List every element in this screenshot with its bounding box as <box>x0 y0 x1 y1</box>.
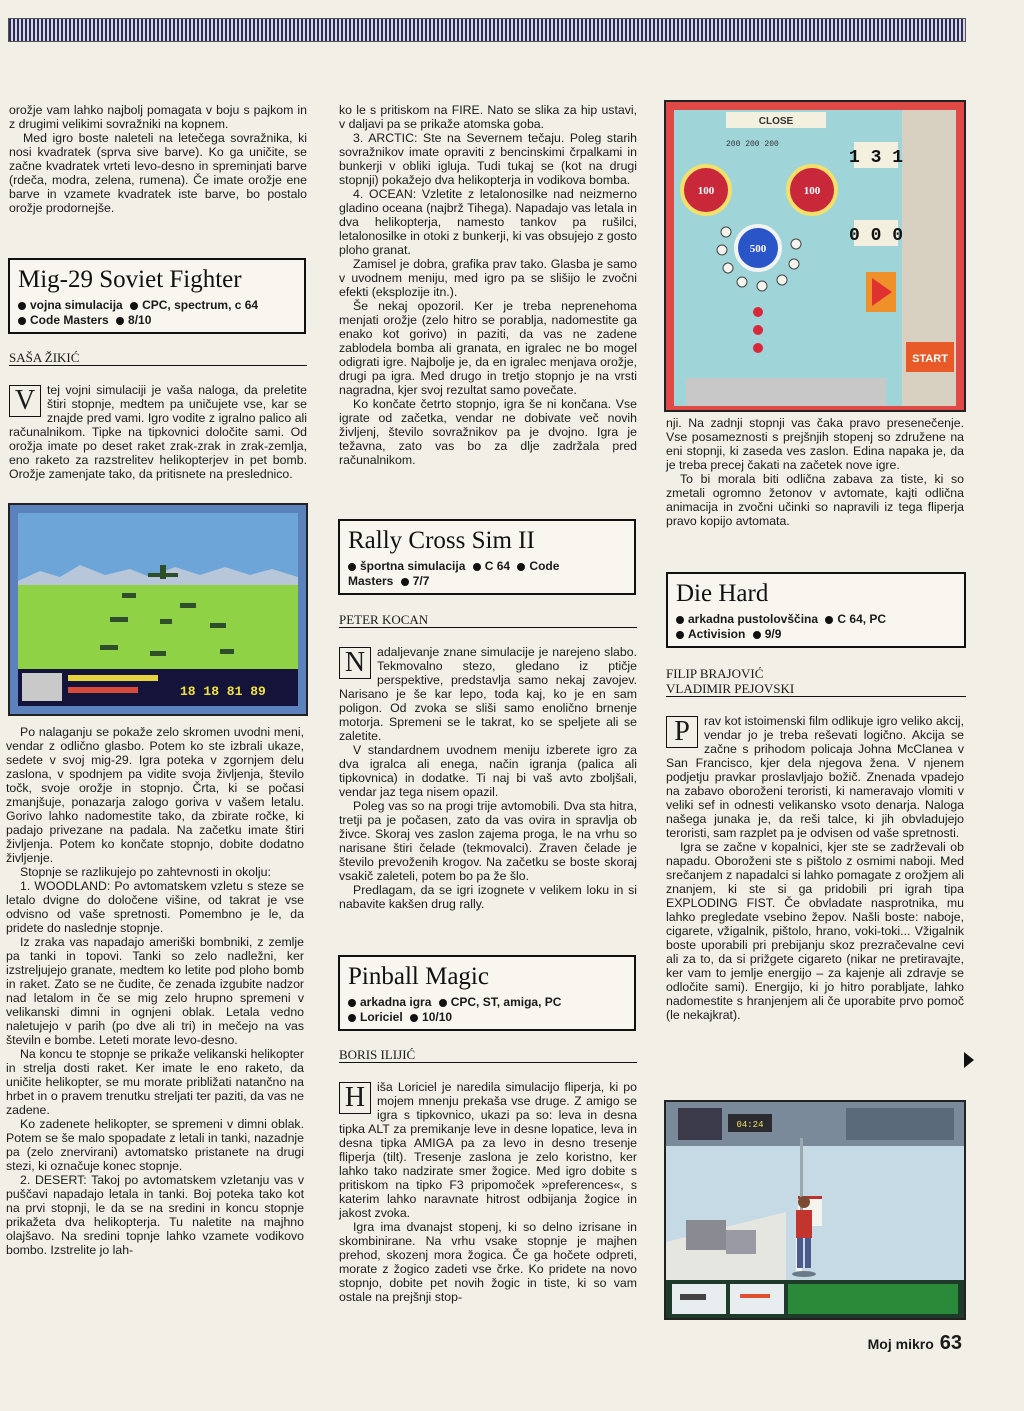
header-stripe-bar <box>8 18 966 42</box>
mig29-continued-text <box>9 103 307 215</box>
bullet-icon <box>676 631 684 639</box>
review-meta: arkadna pustolovščina C 64, PC Activision 9/9 <box>676 612 956 642</box>
bullet-icon <box>401 578 409 586</box>
diehard-scene <box>666 1102 964 1318</box>
review-author: SAŠA ŽIKIĆ <box>9 350 307 366</box>
mig29-main-text <box>6 725 304 1257</box>
pinball-text <box>339 1080 637 1304</box>
bullet-icon <box>116 317 124 325</box>
diehard-clock: 04:24 <box>736 1120 764 1130</box>
paragraph: To bi morala biti odlična zabava za tiste, ki so zmetali ogromno žetonov v avtomate, kajti odlična animacija in zvočni učinki so napravili iz tega fliperja pravo kopijo avtomata. <box>666 472 964 528</box>
bullet-icon <box>348 1014 356 1022</box>
bumper-100-left: 100 <box>697 185 715 197</box>
paragraph: rav kot istoimenski film odlikuje igro veliko akcij, vendar jo je treba reševati logično. Akcija se začne s prihodom policaja Johna McClanea v San Francisco, kjer dela njegova žena. V njenem podjetju pravkar proslavljajo božič. Znenada vpadejo na zabavo oboroženi teroristi, ki nameravajo vlomiti v veliki sef in odnesti velikansko vsoto denarja. Naloga našega junaka je, da reši talce, ki jih obvladujejo teroristi, sam razplet pa je odvisen od vaše spretnosti. <box>666 714 964 840</box>
review-title: Die Hard <box>676 580 769 607</box>
bullet-icon <box>753 631 761 639</box>
diehard-review-header <box>666 572 966 648</box>
paragraph: Predlagam, da se igri izognete v velikem loku in si nabavite kakšen drug rally. <box>339 883 637 911</box>
review-title: Mig-29 Soviet Fighter <box>18 266 242 293</box>
paragraph: Ko končate četrto stopnjo, igra še ni končana. Vse igrate od začetka, vendar ne dobivate več novih življenj, število sovražnikov pa je dvojno. Igra je težavna, zato vas bo za dlje zadržala pred računalnikom. <box>339 397 637 467</box>
paragraph: tej vojni simulaciji je vaša naloga, da preletite štiri stopnje, medtem pa uničujete vse, kar se znajde pred vami. Igro vodite z igralno palico ali računalnikom. Tipke na tipkovnici določite sami. Od orožja imate po deset raket zrak-zrak in zrak-zemlja, eno raketo za razstrelitev helikopterjev in pet bomb. Orožje zamenjate tako, da pritisnete na preslednico. <box>9 383 307 481</box>
bullet-icon <box>439 999 447 1007</box>
paragraph: 1. WOODLAND: Po avtomatskem vzletu s steze se letalo dvigne do določene višine, od takrat je vse odvisno od vaše spretnosti. Pomembno je le, da pridete do naslednje stopnje. <box>6 879 304 935</box>
pinball-review-header <box>338 955 636 1031</box>
pinball-lane-scores: 200 200 200 <box>726 140 779 149</box>
drop-cap: N <box>339 647 371 679</box>
paragraph: Igra se začne v kopalnici, kjer ste se zadrževali ob napadu. Oboroženi ste s pištolo z osmimi naboji. Med srečanjem z napadalci si lahko pomagate z orožjem ali znanjem, ki ste si ga pridobili pri igrah tipa EXPLODING FIST. Če obvladate nasprotnika, mu lahko pregledate vsebino žepov. Našli boste: naboje, cigarete, vžigalnik, pištolo, hrano, voki-toki... Vžigalnik boste uporabili pri prebijanju skoz prezračevalne cevi ali za to, da si prižgete cigareto (nikar ne pretiravajte, ker vam to jemlje energijo – za kajenje ali zdravje se odločite sami). Energijo, ki jo hitro porabljate, lahko nadomestite s hranjenjem ali če uporabite prvo pomoč (le nekajkrat). <box>666 840 965 1022</box>
paragraph: Še nekaj opozoril. Ker je treba neprenehoma menjati orožje (zelo hitro se porablja, nadomestite ga enako kot gorivo) in paziti, da vas ne zadene zablodela bomba ali granata, en igralec ne bo mogel odigrati igre. Najbolje je, da en igralec menjava orožje, drugi pa igra. Med drugo in tretjo stopnjo je na vrsti nagradna, kjer svoj rezultat samo povečate. <box>339 299 637 397</box>
bullet-icon <box>473 563 481 571</box>
pinball-continued-text <box>666 416 964 528</box>
pinball-game-screenshot <box>664 100 966 412</box>
review-meta: športna simulacija C 64 Code Masters 7/7 <box>348 559 560 588</box>
paragraph: Med igro boste naleteli na letečega sovražnika, ki nosi kvadratek (sprva sive barve). Ko ga uničite, se začne kvadratek vrteti levo-desno in spreminjati barve (rdeča, modra, zelena, rumena). Če imate orožje ene barve in vzamete kvadratek iste barve, bo postalo orožje prodornejše. <box>9 131 307 215</box>
pinball-digits-bottom: 0 0 0 <box>848 226 904 246</box>
bullet-icon <box>676 616 684 624</box>
rally-text <box>339 645 637 911</box>
review-author: FILIP BRAJOVIĆ VLADIMIR PEJOVSKI <box>666 666 966 697</box>
bullet-icon <box>18 302 26 310</box>
paragraph: Stopnje se razlikujejo po zahtevnosti in okolju: <box>20 865 271 879</box>
mig29-scene <box>10 505 306 714</box>
mig29-continued-text-col2 <box>339 103 637 467</box>
drop-cap: H <box>339 1082 371 1114</box>
drop-cap: V <box>9 385 41 417</box>
bullet-icon <box>130 302 138 310</box>
continue-arrow-icon <box>964 1052 974 1068</box>
mig29-intro <box>9 383 307 481</box>
diehard-game-screenshot <box>664 1100 966 1320</box>
paragraph: V standardnem uvodnem meniju izberete igro za dva igralca ali enega, način igranja (palica ali tipkovnica) in dodatke. Ti naj bi vaš avto zboljšali, vendar jaz tega nisem opazil. <box>339 743 637 799</box>
magazine-name: Moj mikro <box>867 1336 934 1352</box>
bullet-icon <box>348 563 356 571</box>
paragraph: iša Loriciel je naredila simulacijo fliperja, ki po mojem mnenju prekaša vse druge. Z amigo se igra s tipkovnico, ukazi pa so: leva in desna tipka ALT za premikanje leve in desne lopatice, leva in desna tipka AMIGA pa za levo in desno tresenje fliperja (tilt). Tresenje zaslona je zelo koristno, ker lahko tako nadzirate smer žogice. Med igro dobite s pritiskom na tipko F3 pripomoček »preferences«, s katerim lahko naravnate hitrost odbijanja žogice in jakost zvoka. <box>339 1080 637 1220</box>
paragraph: Ko zadenete helikopter, se spremeni v dimni oblak. Potem se še malo spopadate z letali in tanki, nazadnje pa (zelo znervirani) avtomatsko pristanete na drugi stezi, ki označuje konec stopnje. <box>6 1117 304 1173</box>
mig29-review-header <box>8 258 306 334</box>
paragraph: Na koncu te stopnje se prikaže velikanski helikopter in strelja dosti raket. Ker imate le eno raketo, da uničite helikopter, se mu morate približati natančno na hrbet in o pravem trenutku streljati ter paziti, da vas ne zadene. <box>6 1047 304 1117</box>
paragraph: Igra ima dvanajst stopenj, ki so delno izrisane in skombinirane. Na vrhu vsake stopnje je majhen prehod, skozenj mora žogica. Če ga hočete odpreti, morate z žogico zadeti vse črke. Ko pridete na novo stopnjo, dobite pet novih žogic in tiste, ki so vam ostale na prejšnji stop- <box>339 1220 637 1304</box>
review-title: Rally Cross Sim II <box>348 527 535 554</box>
page-number: 63 <box>939 1332 962 1354</box>
review-title: Pinball Magic <box>348 963 489 990</box>
paragraph: Poleg vas so na progi trije avtomobili. Dva sta hitra, tretji pa je počasen, zato da vas ovira in spravlja ob živce. Skoraj ves zaslon zajema proga, le na vrhu so narisane štiri čelade (tekmovalci). Zraven čelade je število prevoženih krogov. Na začetku se boste skoraj vsakič zaleteli, potem bo pa že šlo. <box>339 799 637 883</box>
paragraph: 2. DESERT: Takoj po avtomatskem vzletanju vas v puščavi napadajo letala in tanki. Boj poteka tako kot na prvi stopnji, le da se na sredini in koncu stopnje prikažeta dva helikopterja. Tu naletite na majhno olajšavo. Na sredini topnje lahko vzamete vodikovo bombo. Izstrelite jo lah- <box>6 1173 304 1257</box>
bumper-100-right: 100 <box>803 185 821 197</box>
review-author: PETER KOCAN <box>339 612 637 628</box>
diehard-text <box>666 714 964 1022</box>
paragraph: 4. OCEAN: Vzletite z letalonosilke nad neizmerno gladino oceana (najbrž Tihega). Napadajo vas letala in dva helikopterja, namesto tankov pa rušilci, letalonosilke in otoki z bunkerji, ki vas obsujejo z gosto ploho granat. <box>339 187 637 257</box>
paragraph: nji. Na zadnji stopnji vas čaka pravo presenečenje. Vse posameznosti s prejšnjih stopenj so združene na eni stopnji, ki zaseda ves zaslon. Edina napaka je, da je treba precej čakati na začetek nove igre. <box>666 416 964 472</box>
paragraph: adaljevanje znane simulacije je narejeno slabo. Tekmovalno stezo, gledano iz ptičje perspektive, predstavlja samo nekaj zavojev. Narisano je še kar lepo, toda kaj, ko je en sam poligon. Od zvoka se sliši samo enolično brnenje motorja. Spremeni se le takrat, ko se speljete ali se zaletite. <box>339 645 637 743</box>
paragraph: 3. ARCTIC: Ste na Severnem tečaju. Poleg starih sovražnikov imate opraviti z bencinskimi črpalkami in bunkerji v obliki igluja. Tudi tukaj se (kot na drugi stopnji) pokažejo dva helikopterja in vodikova bomba. <box>339 131 637 187</box>
paragraph: ko le s pritiskom na FIRE. Nato se slika za hip ustavi, v daljavi pa se prikaže atomska goba. <box>339 103 637 131</box>
paragraph: orožje vam lahko najbolj pomagata v boju s pajkom in z drugimi velikimi sovražniki na kopnem. <box>9 103 307 131</box>
bullet-icon <box>825 616 833 624</box>
review-meta: arkadna igra CPC, ST, amiga, PC Loriciel 10/10 <box>348 995 626 1025</box>
bullet-icon <box>517 563 525 571</box>
paragraph: Po nalaganju se pokaže zelo skromen uvodni meni, vendar z odlično glasbo. Potem ko ste izbrali ukaze, sedete v svoj mig-29. Igra poteka v zgornjem delu zaslona, v spodnjem pa vidite svoja življenja, število točk, svoje orožje in stopnjo. Črta, ki se počasi zmanjšuje, ponazarja zalogo goriva v vašem letalu. Gorivo lahko nadomestite tako, da zbirate ročke, ki padajo privezane na padala. Na začetku imate štiri življenja. Potem ko končate stopnjo, dobite dodatno življenje. <box>6 725 304 865</box>
bullet-icon <box>410 1014 418 1022</box>
bullet-icon <box>348 999 356 1007</box>
review-meta: vojna simulacija CPC, spectrum, c 64 Code Masters 8/10 <box>18 298 296 328</box>
bumper-500: 500 <box>749 243 767 255</box>
rally-review-header <box>338 519 636 595</box>
paragraph: Zamisel je dobra, grafika prav tako. Glasba je samo v uvodnem meniju, med igro pa se slišijo le zvočni efekti (eksplozije itn.). <box>339 257 637 299</box>
drop-cap: P <box>666 716 698 748</box>
bullet-icon <box>18 317 26 325</box>
page-footer <box>868 1332 962 1355</box>
review-author: BORIS ILIJIĆ <box>339 1047 637 1063</box>
paragraph: Iz zraka vas napadajo ameriški bombniki, z zemlje pa tanki in topovi. Tanki so zelo nadležni, ker izstreljujejo granate, medtem ko letite pod ploho bomb in raket. Zato se ne čudite, če zenada izgubite nadzor nad letalom in če se mig zelo hrupno spremeni v velikanski dimni in ognjeni oblak. Letala vedno naletujejo v parih (po dve ali tri) in mečejo na vas številn e bombe. Leteti morate levo-desno. <box>6 935 304 1047</box>
pinball-scene <box>666 102 964 410</box>
mig29-game-screenshot <box>8 503 308 716</box>
hud-scores: 18 18 81 89 <box>180 684 266 699</box>
pinball-digits-top: 1 3 1 <box>848 148 904 168</box>
pinball-start-sign: START <box>912 353 948 365</box>
pinball-close-sign: CLOSE <box>758 116 794 127</box>
